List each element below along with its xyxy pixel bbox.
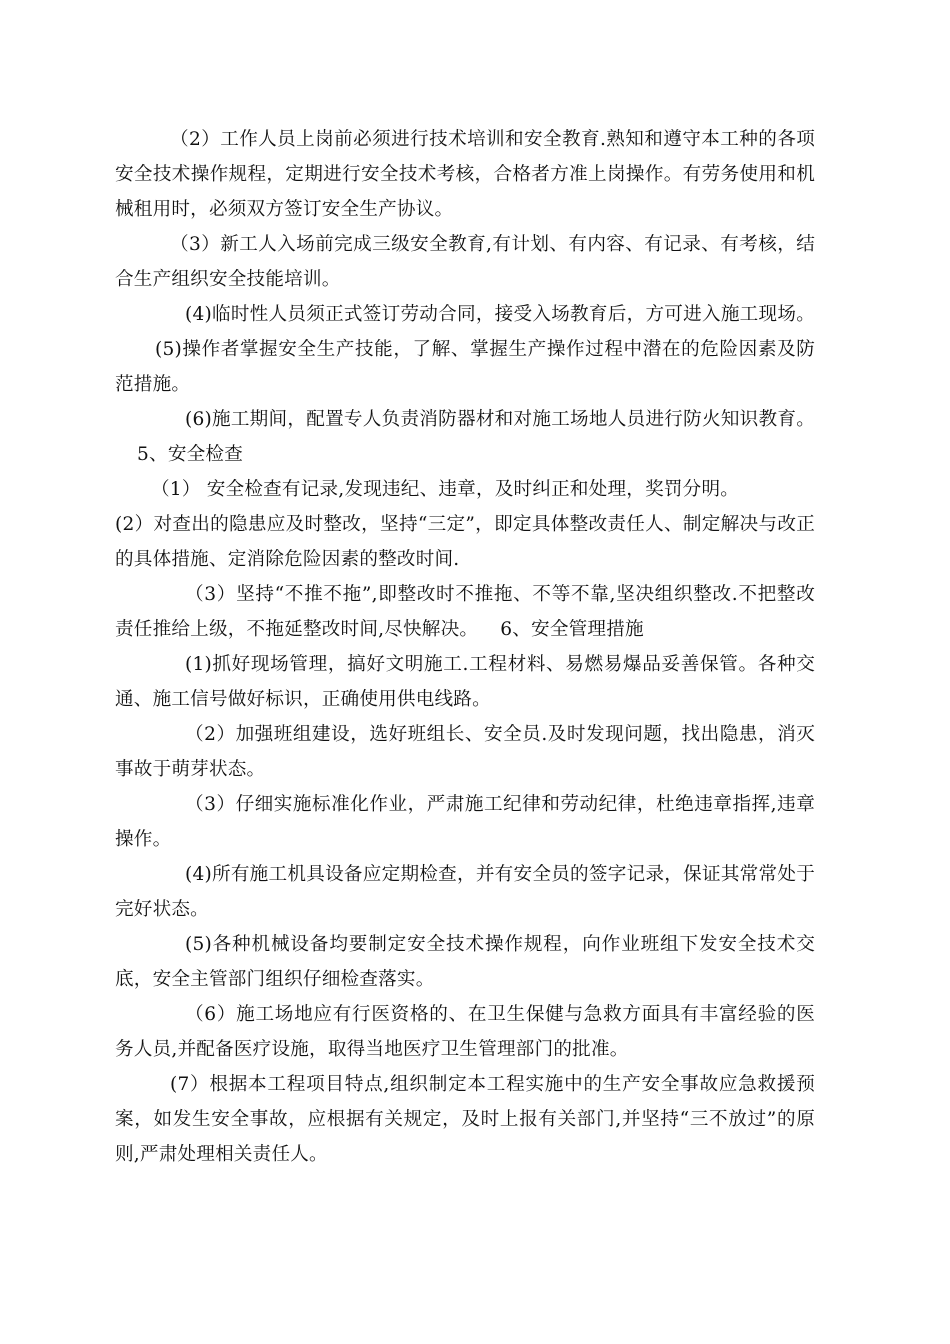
paragraph-site-management — [115, 647, 815, 717]
paragraph-training-requirement — [115, 122, 815, 227]
paragraph-hazard-rectification — [115, 507, 815, 577]
paragraph-machinery-procedures — [115, 927, 815, 997]
paragraph-team-building — [115, 717, 815, 787]
paragraph-text: （6）施工场地应有行医资格的、在卫生保健与急救方面具有丰富经验的医务人员,并配备医疗设施，取得当地医疗卫生管理部门的批准。 — [115, 1004, 815, 1060]
paragraph-text: （2）加强班组建设，选好班组长、安全员.及时发现问题，找出隐患，消灭事故于萌芽状态。 — [115, 724, 815, 780]
paragraph-text: (4)所有施工机具设备应定期检查，并有安全员的签字记录，保证其常常处于完好状态。 — [115, 864, 815, 920]
paragraph-text: （1） 安全检查有记录,发现违纪、违章，及时纠正和处理，奖罚分明。 — [151, 479, 740, 500]
paragraph-fire-safety — [115, 402, 815, 472]
paragraph-no-delay — [115, 577, 815, 647]
paragraph-temporary-staff — [115, 297, 815, 402]
paragraph-equipment-inspection — [115, 857, 815, 927]
paragraph-text: (5)各种机械设备均要制定安全技术操作规程，向作业班组下发安全技术交底，安全主管部门组织仔细检查落实。 — [115, 934, 815, 990]
paragraph-text: （3）新工人入场前完成三级安全教育,有计划、有内容、有记录、有考核，结合生产组织安全技能培训。 — [115, 234, 815, 290]
paragraph-text: （3）仔细实施标准化作业，严肃施工纪律和劳动纪律，杜绝违章指挥,违章操作。 — [115, 794, 815, 850]
document-body — [115, 122, 815, 1172]
section-heading-safety-inspection: 5、安全检查 — [137, 444, 243, 465]
section-heading-safety-management: 6、安全管理措施 — [500, 619, 644, 640]
paragraph-text: （3）坚持“不推不拖”,即整改时不推拖、不等不靠,坚决组织整改.不把整改责任推给上级，不拖延整改时间,尽快解决。 — [115, 584, 815, 640]
paragraph-text: (5)操作者掌握安全生产技能，了解、掌握生产操作过程中潜在的危险因素及防范措施。 — [115, 339, 815, 395]
paragraph-medical-staff — [115, 997, 815, 1067]
paragraph-text: （2）工作人员上岗前必须进行技术培训和安全教育.熟知和遵守本工种的各项安全技术操作规程，定期进行安全技术考核，合格者方准上岗操作。有劳务使用和机械租用时，必须双方签订安全生产协议。 — [115, 129, 815, 220]
paragraph-inspection-records — [115, 472, 815, 507]
paragraph-emergency-plan — [115, 1067, 815, 1172]
paragraph-standard-operation — [115, 787, 815, 857]
paragraph-text: (2）对查出的隐患应及时整改，坚持“三定”，即定具体整改责任人、制定解决与改正的具体措施、定消除危险因素的整改时间. — [115, 514, 815, 570]
paragraph-text: (4)临时性人员须正式签订劳动合同，接受入场教育后，方可进入施工现场。 — [185, 304, 815, 325]
paragraph-text: (6)施工期间，配置专人负责消防器材和对施工场地人员进行防火知识教育。 — [185, 409, 815, 430]
paragraph-text: (1)抓好现场管理，搞好文明施工.工程材料、易燃易爆品妥善保管。各种交通、施工信号做好标识，正确使用供电线路。 — [115, 654, 815, 710]
paragraph-new-worker-education — [115, 227, 815, 297]
paragraph-text: (7）根据本工程项目特点,组织制定本工程实施中的生产安全事故应急救援预案，如发生安全事故，应根据有关规定，及时上报有关部门,并坚持“三不放过”的原则,严肃处理相关责任人。 — [115, 1074, 815, 1165]
